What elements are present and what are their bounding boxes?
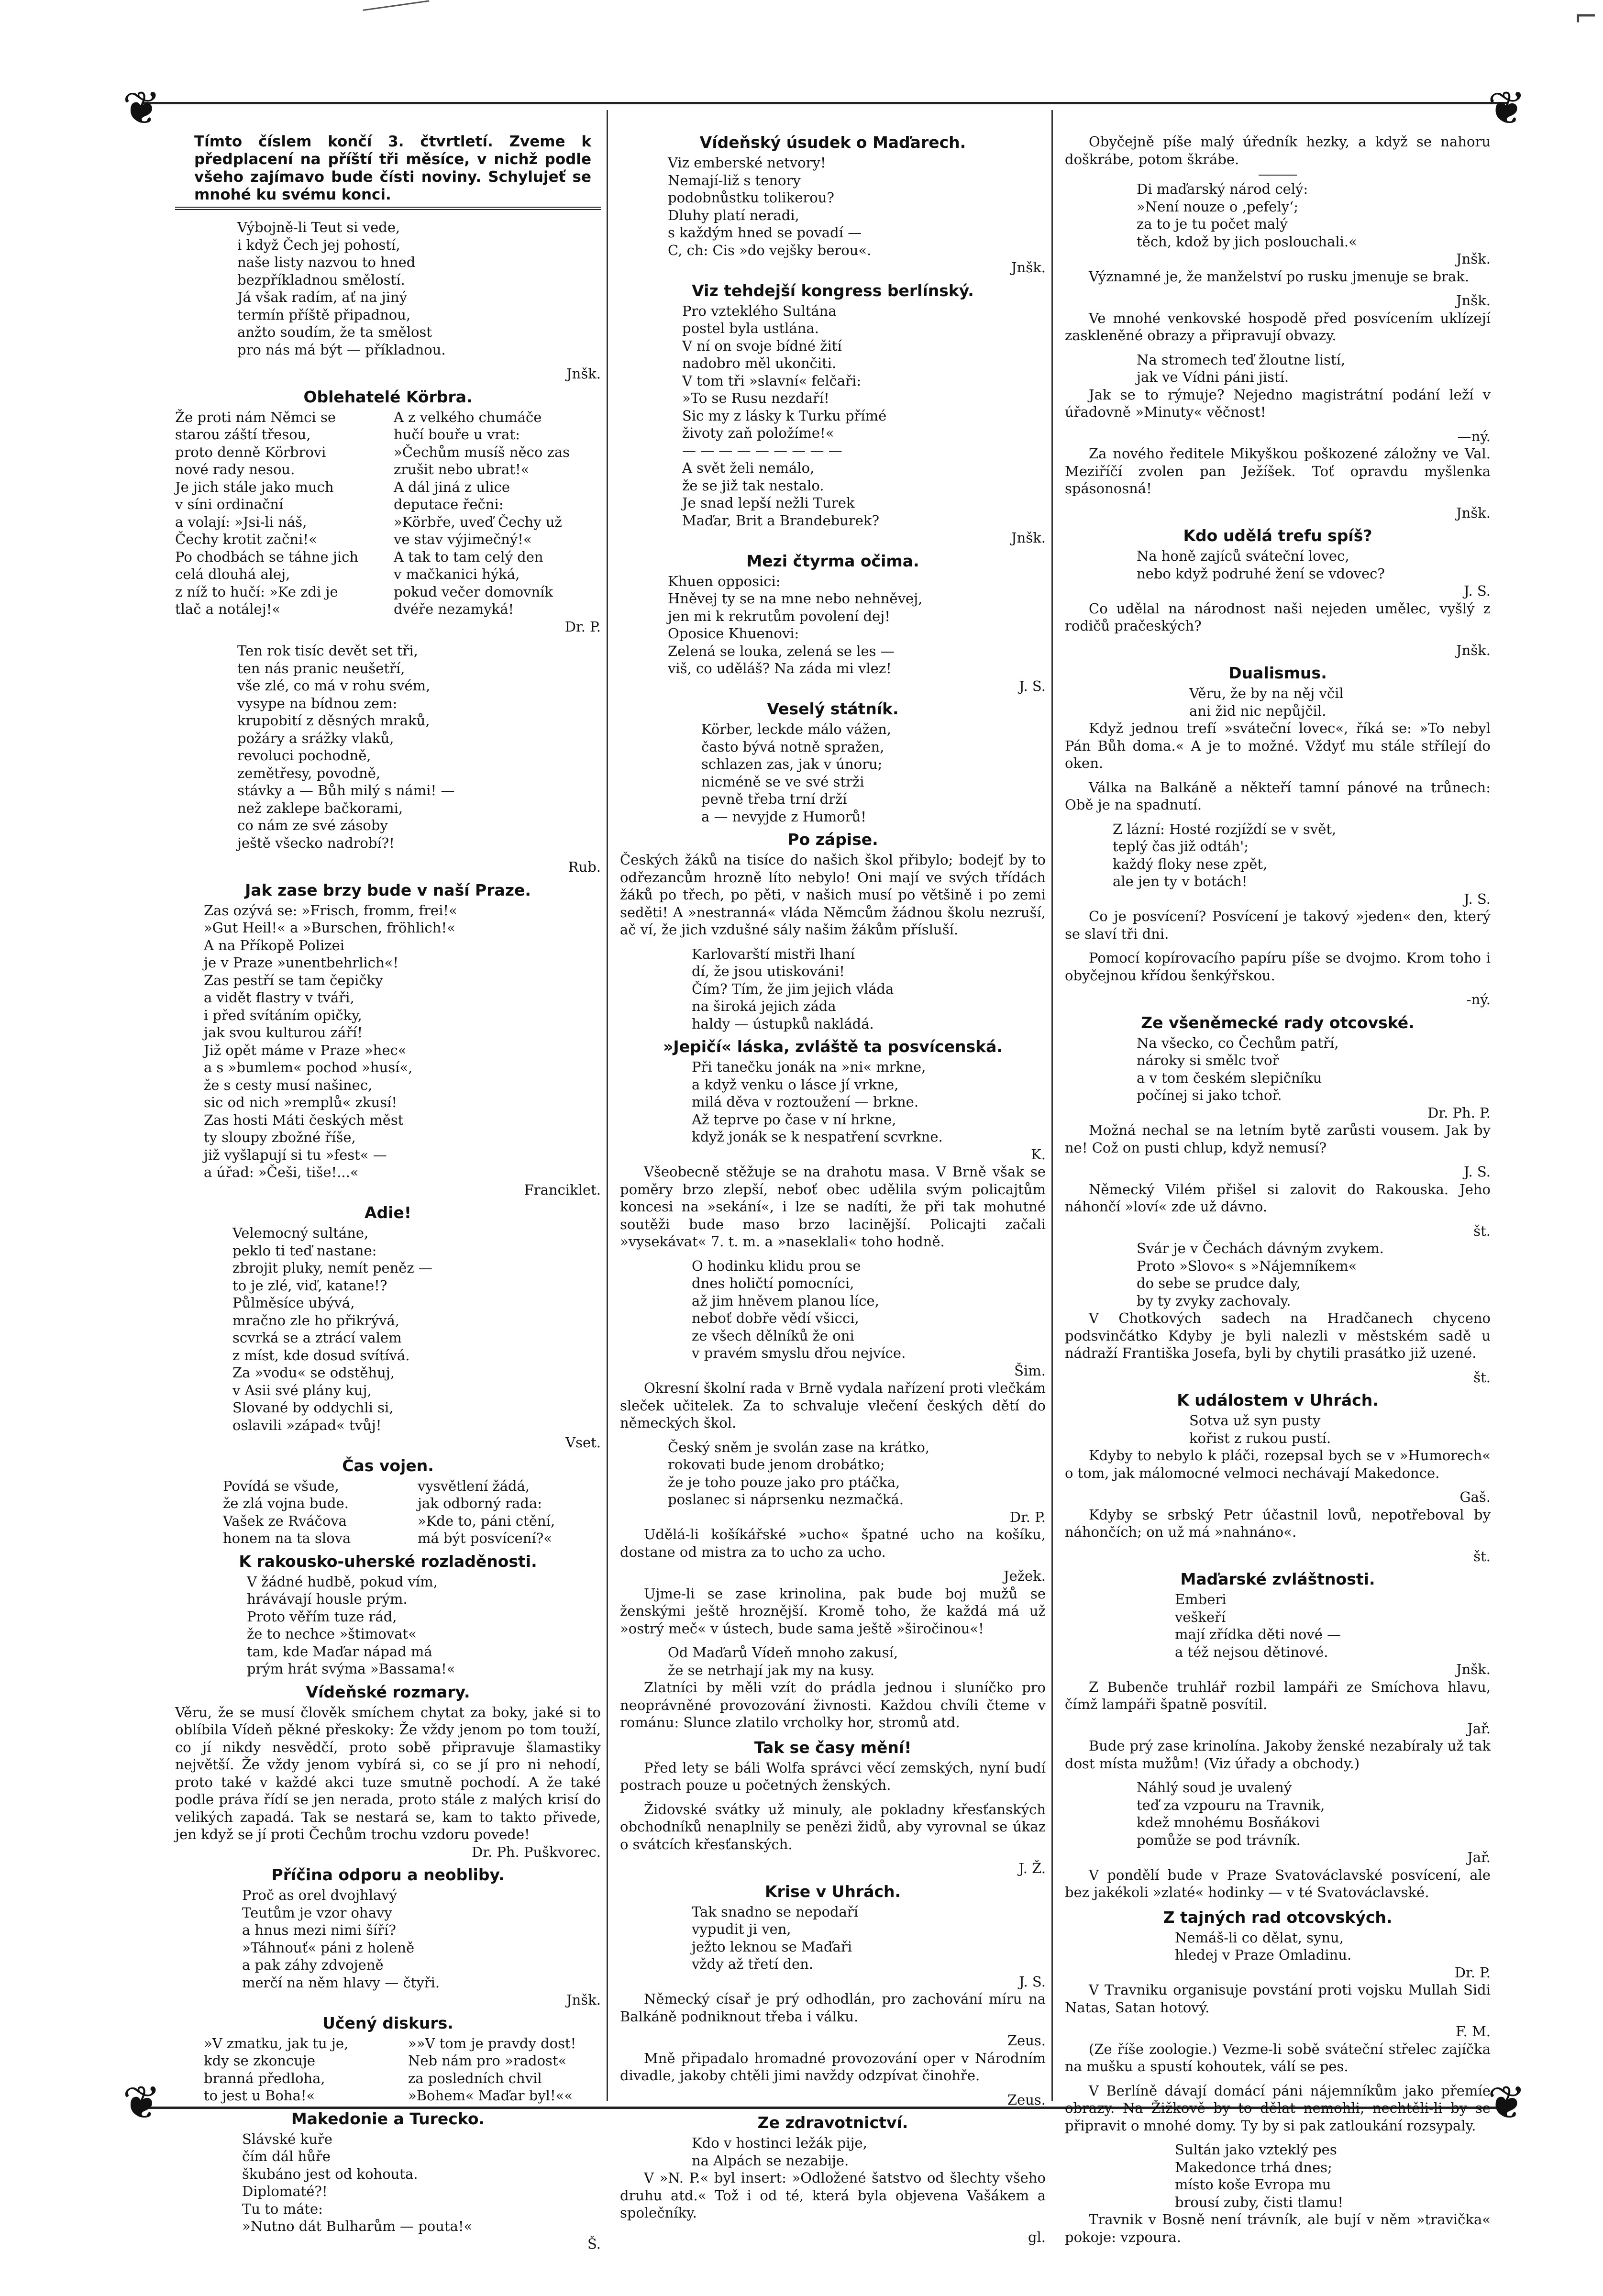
article-body: Významné je, že manželství po rusku jmenuje se brak. bbox=[1089, 268, 1470, 285]
article-title: Oblehatelé Körbra. bbox=[303, 387, 473, 406]
signature: Jnšk. bbox=[1011, 259, 1046, 276]
signature: Jnšk. bbox=[1456, 504, 1491, 521]
ornament-bottom-left-icon: ❦ bbox=[122, 2076, 161, 2130]
article-body: Ujme-li se zase krinolina, pak bude boj mužů se ženskými ještě hroznější. Kromě toho, že každá má už »ostrý meč« v ústech, bude sama ještě »širočinou«! bbox=[620, 1585, 1046, 1637]
intro-notice: Tímto číslem končí 3. čtvrtletí. Zveme k předplacení na příští tři měsíce, v nichž podle všeho zajímavo bude čísti noviny. Schylujeť se mnohé ku svému konci. bbox=[175, 133, 601, 210]
poem-left: Povídá se všude, že zlá vojna bude. Vašek ze Rváčova honem na ta slova bbox=[223, 1477, 351, 1546]
article-body: V Travniku organisuje povstání proti vojsku Mullah Sidi Natas, Satan hotový. bbox=[1065, 1982, 1491, 2016]
poem: Na honě zajíců sváteční lovec, nebo když podruhé žení se vdovec? bbox=[1137, 548, 1385, 582]
article-body: Když jednou trefí »sváteční lovec«, říká se: »To nebyl Pán Bůh doma.« A je to možné. Vždyť mu stále střílejí do oken. bbox=[1065, 720, 1491, 771]
signature: Rub. bbox=[568, 859, 601, 875]
article-body: Kdyby se srbský Petr účastnil lovů, nepotřeboval by náhončích; on už má »nahnáno«. bbox=[1065, 1506, 1491, 1540]
signature: Jnšk. bbox=[566, 366, 601, 382]
signature: Dr. P. bbox=[1454, 1964, 1491, 1981]
poem-left: »V zmatku, jak tu je, kdy se zkoncuje branná předloha, to jest u Boha!« bbox=[204, 2035, 349, 2104]
signature: Jnšk. bbox=[1456, 642, 1491, 658]
poem: Körber, leckde málo vážen, často bývá notně spražen, schlazen zas, jak v únoru; nicméně se ve své strži pevně třeba trní drží a — nevyjde z Humorů! bbox=[701, 721, 891, 825]
article-body: V Chotkových sadech na Hradčanech chyceno podsvinčátko Kdyby je byli nalezli v městském sadě u nádraží Františka Josefa, byli by chytili prasátko již uzené. bbox=[1065, 1310, 1491, 1361]
signature: Jař. bbox=[1467, 1849, 1491, 1865]
signature: Ježek. bbox=[1003, 1568, 1046, 1584]
poem: Zas ozývá se: »Frisch, fromm, frei!« »Gut Heil!« a »Burschen, fröhlich!« A na Příkopě Polizei je v Praze »unentbehrlich«! Zas pestří se tam čepičky a vidět flastry v tváři, i před svítáním opičky, jak svou kulturou září! Již opět máme v Praze »hec« a s »bumlem« pochod »husí«, že s cesty musí našinec, sic od nich »remplů« zkusí! Zas hosti Máti českých měst ty sloupy zbožné říše, již vyšlapují si tu »fest« — a úřad: »Češi, tiše!...« bbox=[204, 902, 457, 1180]
poem: Český sněm je svolán zase na krátko, rokovati bude jenom drobátko; že je toho pouze jako pro ptáčka, poslanec si náprsenku nezmačká. bbox=[668, 1439, 930, 1508]
article-title: K událostem v Uhrách. bbox=[1177, 1391, 1379, 1409]
signature: Dr. P. bbox=[1009, 1508, 1046, 1525]
signature: št. bbox=[1473, 1369, 1491, 1386]
article-body: Válka na Balkáně a někteří tamní pánové na trůnech: Obě je na spadnutí. bbox=[1065, 779, 1491, 813]
poem: Pro vzteklého Sultána postel byla ustlána. V ní on svoje bídné žití nadobro měl ukončiti. V tom tři »slavní« felčaři: »To se Rusu nezdaří! Sic my z lásky k Turku přímé životy zaň položíme!« — — — — — — — — — A svět želi nemálo, že se již tak nestalo. Je snad lepší nežli Turek Maďar, Brit a Brandeburek? bbox=[682, 302, 887, 529]
corner-bracket: ⌐ bbox=[1574, 0, 1598, 33]
article-body: V pondělí bude v Praze Svatováclavské posvícení, ale bez jakékoli »zlaté« hodinky — v té Svatováclavské. bbox=[1065, 1866, 1491, 1900]
article-body: Jak se to rýmuje? Nejedno magistrátní podání leží v úřadovně »Minuty« věčnost! bbox=[1065, 386, 1491, 420]
poem-right: »»V tom je pravdy dost! Neb nám pro »radost« za posledních chvil »Bohem« Maďar byl!«« bbox=[408, 2035, 576, 2104]
article-body: Co udělal na národnost naši nejeden umělec, vyšlý z rodičů pračeských? bbox=[1065, 600, 1491, 634]
article-body: Pomocí kopírovacího papíru píše se dvojmo. Krom toho i obyčejnou křídou šenkýřskou. bbox=[1065, 950, 1491, 984]
page-fold-mark bbox=[363, 0, 431, 25]
article-title: Tak se časy mění! bbox=[754, 1738, 912, 1757]
poem: Svár je v Čechách dávným zvykem. Proto »Slovo« s »Nájemníkem« do sebe se prudce daly, by ty zvyky zachovaly. bbox=[1137, 1240, 1384, 1309]
article-body: Židovské svátky už minuly, ale pokladny křesťanských obchodníků nenaplnily se penězi židů, aby vyrovnal se úkaz o svátcích křesťanských. bbox=[620, 1801, 1046, 1852]
article-title: Vídeňské rozmary. bbox=[306, 1682, 470, 1701]
poem: Nemáš-li co dělat, synu, hledej v Praze Omladinu. bbox=[1175, 1929, 1352, 1963]
separator-rule bbox=[1259, 175, 1297, 176]
article-body: Všeobecně stěžuje se na drahotu masa. V Brně však se poměry brzo zlepší, neboť obec udělila svým policajtům koncesi na »sekání«, i lze se nadíti, že při tak mohutné soutěži bude maso brzo lacinější. Policajti začali »vysekávat« 7. t. m. a »naseklali« toho hodně. bbox=[620, 1164, 1046, 1250]
poem: Sultán jako vzteklý pes Makedonce trhá dnes; místo koše Evropa mu brousí zuby, čisti tlamu! bbox=[1175, 2141, 1344, 2210]
two-column-poem bbox=[175, 2035, 601, 2105]
article-body: Kdyby to nebylo k pláči, rozepsal bych se v »Humorech« o tom, jak málomocné velmoci nechávají Makedonce. bbox=[1065, 1447, 1491, 1481]
article-body: Z Bubenče truhlář rozbil lampáři ze Smíchova hlavu, čímž lampáři špatně posvítil. bbox=[1065, 1678, 1491, 1712]
signature: Dr. P. bbox=[564, 618, 601, 635]
article-title: Příčina odporu a neobliby. bbox=[271, 1865, 505, 1884]
poem: Velemocný sultáne, peklo ti teď nastane: zbrojit pluky, nemít peněz — to je zlé, viď, katane!? Půlměsíce ubývá, mračno zle ho přikrývá, scvrká se a ztrácí valem z míst, kde dosud svítívá. Za »vodu« se odstěhuj, v Asii své plány kuj, Slované by oddychli si, oslavili »západ« tvůj! bbox=[232, 1225, 432, 1433]
signature: J. S. bbox=[1464, 583, 1491, 599]
article-body: Před lety se báli Wolfa správci věcí zemských, nyní budí postrach pouze u početných ženských. bbox=[620, 1759, 1046, 1793]
article-body: Obyčejně píše malý úředník hezky, a když se nahoru doškrábe, potom škrábe. bbox=[1065, 133, 1491, 167]
signature: št. bbox=[1473, 1222, 1491, 1239]
article-body: Německý Vilém přišel si zalovit do Rakouska. Jeho náhončí »loví« zde už dávno. bbox=[1065, 1181, 1491, 1215]
poem: Výbojně-li Teut si vede, i když Čech jej pohostí, naše listy nazvou to hned bezpříkladnou smělostí. Já však radím, ať na jiný termín příště připadnou, anžto soudím, že ta smělost pro nás má být — příkladnou. bbox=[237, 219, 446, 358]
signature: Zeus. bbox=[1007, 2091, 1046, 2108]
article-body: Ve mnohé venkovské hospodě před posvícením uklízejí zaskleněné obrazy a připravují obvazy. bbox=[1065, 310, 1491, 344]
article-title: Jak zase brzy bude v naší Praze. bbox=[245, 880, 531, 899]
poem: Emberi veškeří mají zřídka děti nové — a též nejsou dětinové. bbox=[1175, 1591, 1341, 1660]
article-body: Udělá-li košíkářské »ucho« špatné ucho na košíku, dostane od mistra za to ucho za ucho. bbox=[620, 1526, 1046, 1560]
signature: Gaš. bbox=[1459, 1489, 1491, 1505]
signature: Jnšk. bbox=[1456, 1661, 1491, 1677]
signature: F. M. bbox=[1456, 2023, 1491, 2040]
two-column-poem bbox=[175, 1477, 601, 1547]
poem: Od Maďarů Vídeň mnoho zakusí, že se netrhají jak my na kusy. bbox=[668, 1644, 898, 1678]
signature: gl. bbox=[1028, 2229, 1046, 2245]
article-title: Dualismus. bbox=[1228, 664, 1327, 682]
signature: Šim. bbox=[1014, 1362, 1046, 1379]
article-body: Zlatníci by měli vzít do prádla jednou i sluníčko pro neoprávněné provozování živnosti. Každou chvíli čteme v románu: Slunce zlatilo vrcholky hor, stromů atd. bbox=[620, 1679, 1046, 1730]
poem: Z lázní: Hosté rozjíždí se v svět, teplý čas již odtáh'; každý floky nese zpět, ale jen ty v botách! bbox=[1113, 821, 1337, 889]
two-column-poem bbox=[175, 409, 601, 618]
article-title: Viz tehdejší kongress berlínský. bbox=[692, 281, 974, 300]
article-title: K rakousko-uherské rozladěnosti. bbox=[239, 1552, 537, 1571]
poem-left: Že proti nám Němci se starou záští třesou, proto denně Körbrovi nové rady nesou. Je jich stále jako much v síni ordinační a volají: »Jsi-li náš, Čechy krotit začni!« Po chodbách se táhne jich celá dlouhá alej, z níž to hučí: »Ke zdi je tlač a notálej!« bbox=[175, 409, 359, 617]
signature: J. S. bbox=[1464, 1164, 1491, 1180]
article-title: Adie! bbox=[365, 1203, 411, 1222]
article-body: Věru, že se musí člověk smíchem chytat za boky, jaké si to oblíbila Vídeň pěkné přeskoky: Že vždy jenom po tom touží, co jí nikdy nesvědčí, proto sobě připravuje šlamastiky největší. Že vždy jenom vybírá si, co se jí pro ni nehodí, proto také v každé akci tuze smutně pochodí. A že také podle práva řídí se jen nerada, proto stále z malých krisí do velikých zapadá. Tak se nestará se, kam to takto přivede, jen když se jí proti Čechům trochu vzdoru povede! bbox=[175, 1704, 601, 1842]
signature: Vset. bbox=[565, 1434, 601, 1451]
signature: št. bbox=[1473, 1548, 1491, 1564]
poem-right: A z velkého chumáče hučí bouře u vrat: »Čechům musíš něco zas zrušit nebo ubrat!« A dál jiná z ulice deputace řečni: »Körbře, uveď Čechy už ve stav výjimečný!« A tak to tam celý den v mačkanici hýká, pokud večer domovník dvéře nezamyká! bbox=[394, 409, 570, 617]
ornament-top-left-icon: ❦ bbox=[122, 81, 161, 135]
article-body: Bude prý zase krinolína. Jakoby ženské nezabíraly už tak dost místa mužům! (Viz úřady a obchody.) bbox=[1065, 1738, 1491, 1772]
article-body: Českých žáků na tisíce do našich škol přibylo; bodejť by to odřezancům hrozně líto nebylo! Oni mají ve svých třídách žáků po třech, po pěti, v našich musí po většině i po zemi seděti! A »nestranná« vláda Němcům žádnou školu nezruší, ač ví, že jich vzdušné sály našim žákům přísluší. bbox=[620, 852, 1046, 938]
signature: J. S. bbox=[1019, 677, 1046, 694]
poem: Ten rok tisíc devět set tři, ten nás pranic neušetří, vše zlé, co má v rohu svém, vysype na bídnou zem: krupobití z děsných mraků, požáry a srážky vlaků, revoluci pochodně, zemětřesy, povodně, stávky a — Bůh milý s námi! — než zaklepe bačkorami, co nám ze své zásoby ještě všecko nadrobí?! bbox=[237, 643, 455, 851]
article-title: Z tajných rad otcovských. bbox=[1163, 1908, 1393, 1927]
poem: Na všecko, co Čechům patří, nároky si smělc tvoř a v tom českém slepičníku počínej si jako tchoř. bbox=[1137, 1034, 1339, 1103]
column-divider bbox=[607, 110, 608, 2101]
signature: Jnšk. bbox=[1011, 530, 1046, 546]
signature: J. S. bbox=[1464, 890, 1491, 907]
signature: Jnšk. bbox=[1456, 292, 1491, 309]
signature: -ný. bbox=[1466, 991, 1491, 1008]
signature: Jnšk. bbox=[1456, 251, 1491, 267]
signature: J. S. bbox=[1019, 1973, 1046, 1990]
poem: Khuen opposici: Hněvej ty se na mne nebo nehněvej, jen mi k rekrutům povolení dej! Oposice Khuenovi: Zelená se louka, zelená se les — viš, co uděláš? Na záda mi vlez! bbox=[668, 573, 923, 677]
signature: Zeus. bbox=[1007, 2032, 1046, 2049]
poem: Na stromech teď žloutne listí, jak ve Vídni páni jistí. bbox=[1137, 351, 1346, 385]
signature: Jař. bbox=[1467, 1720, 1491, 1737]
signature: —ný. bbox=[1457, 428, 1491, 444]
article-title: Učený diskurs. bbox=[322, 2013, 453, 2032]
article-title: Veselý státník. bbox=[767, 699, 899, 718]
poem: Proč as orel dvojhlavý Teutům je vzor ohavy a hnus mezi nimi šíří? »Táhnouť« páni z holeně a pak záhy zdvojeně merčí na něm hlavy — čtyři. bbox=[242, 1887, 440, 1991]
signature: Š. bbox=[587, 2235, 601, 2252]
poem: Viz emberské netvory! Nemají-liž s tenory podobnůstku tolikerou? Dluhy platí neradi, s každým hned se povadí — C, ch: Cis »do vejšky berou«. bbox=[668, 155, 872, 258]
poem: Náhlý soud je uvalený teď za vzpouru na Travnik, kdež mnohému Bosňákovi pomůže se pod trávník. bbox=[1137, 1779, 1325, 1848]
article-title: Mezi čtyrma očima. bbox=[746, 551, 919, 570]
article-title: Makedonie a Turecko. bbox=[291, 2109, 485, 2128]
ornament-bottom-right-icon: ❦ bbox=[1487, 2076, 1526, 2130]
article-body: Možná nechal se na letním bytě zarůsti vousem. Jak by ne! Což on pusti chlup, když nemusí? bbox=[1065, 1122, 1491, 1156]
signature: Franciklet. bbox=[524, 1181, 601, 1198]
poem: Kdo v hostinci ležák pije, na Alpách se nezabije. bbox=[692, 2135, 867, 2169]
article-body: Za nového ředitele Mikyškou poškozené záložny ve Val. Meziříčí zvolen pan Ježíšek. Toť opravdu myšlenka spásonosná! bbox=[1065, 445, 1491, 497]
signature: K. bbox=[1031, 1146, 1046, 1163]
article-body: Mně připadalo hromadné provozování oper v Národním divadle, jakoby chtěli jimi navždy odzpívat činohře. bbox=[620, 2050, 1046, 2084]
article-title: Ze všeněmecké rady otcovské. bbox=[1141, 1013, 1415, 1032]
signature: J. Ž. bbox=[1018, 1860, 1046, 1876]
article-title: Vídeňský úsudek o Maďarech. bbox=[699, 133, 966, 152]
article-title: Krise v Uhrách. bbox=[764, 1882, 901, 1901]
page-frame bbox=[122, 81, 1526, 2252]
poem: Di maďarský národ celý: »Není nouze o ‚pefely‘; za to je tu počet malý těch, kdož by jich poslouchali.« bbox=[1137, 181, 1357, 250]
article-title: Po zápise. bbox=[787, 830, 878, 849]
article-body: (Ze říše zoologie.) Vezme-li sobě sváteční střelec zajíčka na mušku a spustí kohoutek, válí se pes. bbox=[1065, 2041, 1491, 2074]
poem: Slávské kuře čím dál hůře škubáno jest od kohouta. Diplomaté?! Tu to máte: »Nutno dát Bulharům — pouta!« bbox=[242, 2130, 473, 2234]
column-2 bbox=[620, 133, 1046, 2246]
article-body: Okresní školní rada v Brně vydala nařízení proti vlečkám sleček učitelek. Za to schvaluje vlečení českých dětí do německých škol. bbox=[620, 1380, 1046, 1431]
article-title: »Jepičí« láska, zvláště ta posvícenská. bbox=[663, 1037, 1003, 1056]
poem: Karlovarští mistři lhaní dí, že jsou utiskováni! Čím? Tím, že jim jejich vláda na široká jejich záda haldy — ústupků nakládá. bbox=[692, 945, 894, 1032]
article-title: Čas vojen. bbox=[342, 1456, 434, 1475]
poem: Sotva už syn pusty kořist z rukou pustí. bbox=[1189, 1412, 1331, 1446]
column-1 bbox=[175, 133, 601, 2252]
signature: Jnšk. bbox=[566, 1992, 601, 2008]
article-body: Co je posvícení? Posvícení je takový »jeden« den, který se slaví tři dni. bbox=[1065, 908, 1491, 942]
article-body: V »N. P.« byl insert: »Odložené šatstvo od šlechty všeho druhu atd.« Tož i od té, která byla objevena Vašákem a společníky. bbox=[620, 2170, 1046, 2221]
article-title: Maďarské zvláštnosti. bbox=[1180, 1570, 1375, 1588]
column-3 bbox=[1065, 133, 1491, 2252]
poem: Tak snadno se nepodaří vypudit ji ven, ježto leknou se Maďaři vždy až třetí den. bbox=[692, 1903, 859, 1972]
signature: Dr. Ph. P. bbox=[1427, 1104, 1491, 1121]
ornament-top-right-icon: ❦ bbox=[1487, 81, 1526, 135]
poem: O hodinku klidu prou se dnes holičtí pomocníci, až jim hněvem planou líce, neboť dobře vědí všicci, ze všech dělníků že oni v pravém smyslu dřou nejvíce. bbox=[692, 1257, 906, 1361]
article-body: Travnik v Bosně není trávník, ale bují v něm »travička« pokoje: vzpoura. bbox=[1065, 2211, 1491, 2245]
poem: V žádné hudbě, pokud vím, hrávávají housle prým. Proto věřím tuze rád, že to nechce »štimovat« tam, kde Maďar nápad má prým hrát svýma »Bassama!« bbox=[247, 1573, 455, 1677]
signature: Dr. Ph. Puškvorec. bbox=[472, 1843, 601, 1860]
article-title: Ze zdravotnictví. bbox=[757, 2113, 908, 2132]
article-body: Německý císař je prý odhodlán, pro zachování míru na Balkáně podniknout třeba i válku. bbox=[620, 1991, 1046, 2025]
poem-right: vysvětlení žádá, jak odborný rada: »Kde to, páni ctění, má být posvícení?« bbox=[418, 1477, 555, 1546]
column-divider bbox=[1051, 110, 1053, 2101]
article-body: V Berlíně dávají domácí páni nájemníkům jako přemíe obrazy. Na Žižkově by to dělat nemohli, nechtěli-li by se připravit o mnohé domy. Ty by si pak zatloukání rozsypaly. bbox=[1065, 2082, 1491, 2134]
article-title: Kdo udělá trefu spíš? bbox=[1183, 526, 1372, 545]
poem: Věru, že by na něj včil ani žid nic nepůjčil. bbox=[1189, 685, 1344, 719]
poem: Při tanečku jonák na »ni« mrkne, a když venku o lásce jí vrkne, milá děva v roztoužení — brkne. Až teprve po čase v ní hrkne, když jonák se k nespatření scvrkne. bbox=[692, 1059, 943, 1145]
